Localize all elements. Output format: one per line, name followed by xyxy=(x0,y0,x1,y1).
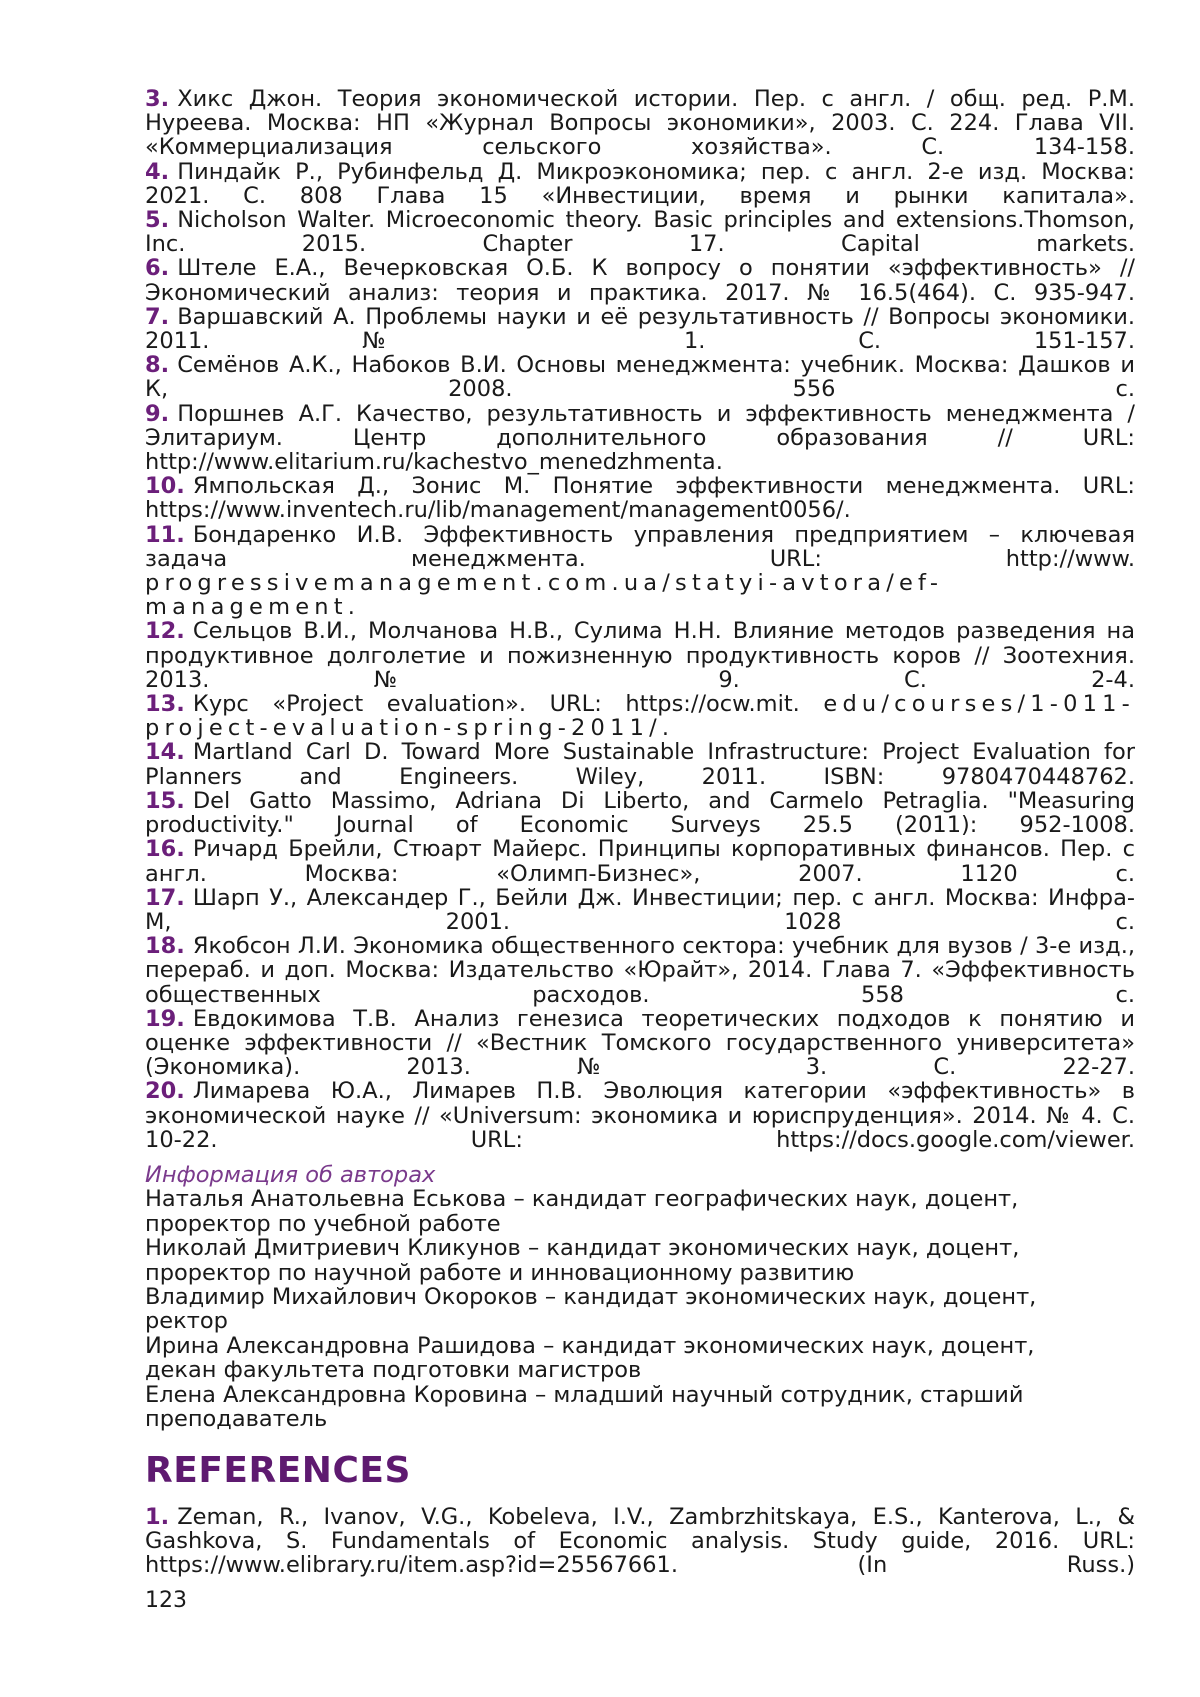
reference-number: 16. xyxy=(145,836,185,863)
list-item xyxy=(145,256,1135,304)
reference-text: Поршнев А.Г. Качество, результативность и эффективность менеджмента / Элитариум. Центр дополнительного образования // URL: http://www.elitarium.ru/kachestvo_menedzhmenta. xyxy=(145,400,1135,476)
reference-text: Курс «Project evaluation». URL: https://ocw.mit. xyxy=(192,691,800,718)
list-item xyxy=(145,523,1135,620)
reference-text: Якобсон Л.И. Экономика общественного сектора: учебник для вузов / 3-е изд., перераб. и доп. Москва: Издательство «Юрайт», 2014. Глава 7. «Эффективность общественных расходов. 558 с. xyxy=(145,933,1135,1008)
reference-number: 19. xyxy=(145,1005,185,1032)
reference-number: 11. xyxy=(145,521,185,548)
list-item xyxy=(145,160,1135,208)
reference-text: Пиндайк Р., Рубинфельд Д. Микроэкономика; пер. с англ. 2-е изд. Москва: 2021. С. 808 Глава 15 «Инвестиции, время и рынки капитала». xyxy=(145,158,1135,209)
list-item xyxy=(145,837,1135,885)
list-item xyxy=(145,208,1135,256)
list-item xyxy=(145,1007,1135,1080)
list-item xyxy=(145,934,1135,1007)
author-line: проректор по учебной работе xyxy=(145,1210,501,1237)
reference-url: edu/courses/1-011-project-evaluation-spring-2011/. xyxy=(145,691,1135,742)
reference-list-ru xyxy=(145,87,1135,1152)
reference-number: 7. xyxy=(145,303,170,330)
reference-url: progressivemanagement.com.ua/statyi-avtora/ef-management. xyxy=(145,570,944,621)
author-line: Наталья Анатольевна Еськова – кандидат географических наук, доцент, xyxy=(145,1186,1019,1213)
author-line: Елена Александровна Коровина – младший научный сотрудник, старший xyxy=(145,1381,1024,1408)
reference-number: 8. xyxy=(145,352,170,379)
reference-text: Хикс Джон. Теория экономической истории. Пер. с англ. / общ. ред. Р.М. Нуреева. Москва: НП «Журнал Вопросы экономики», 2003. С. 224. Глава VII. «Коммерциализация сельского хозяйства». С. 134-158. xyxy=(145,86,1135,161)
reference-number: 13. xyxy=(145,691,185,718)
reference-list-en xyxy=(145,1505,1135,1578)
list-item xyxy=(145,789,1135,837)
reference-text: Zeman, R., Ivanov, V.G., Kobeleva, I.V., Zambrzhitskaya, E.S., Kanterova, L., & Gashkova, S. Fundamentals of Economic analysis. Study guide, 2016. URL: https://www.elibrary.ru/item.asp?id=25567661. (In Russ.) xyxy=(145,1504,1135,1579)
reference-number: 1. xyxy=(145,1504,170,1530)
reference-number: 14. xyxy=(145,739,185,766)
reference-number: 17. xyxy=(145,884,185,911)
reference-text: Шарп У., Александер Г., Бейли Дж. Инвестиции; пер. с англ. Москва: Инфра-М, 2001. 1028 с. xyxy=(145,884,1135,935)
list-item xyxy=(145,1079,1135,1152)
reference-text: Ричард Брейли, Стюарт Майерс. Принципы корпоративных финансов. Пер. с англ. Москва: «Олимп-Бизнес», 2007. 1120 с. xyxy=(145,836,1135,887)
page-number: 123 xyxy=(145,1588,187,1613)
reference-text: Варшавский А. Проблемы науки и её результативность // Вопросы экономики. 2011. № 1. С. 151-157. xyxy=(145,303,1135,355)
list-item xyxy=(145,1505,1135,1578)
reference-text: Лимарева Ю.А., Лимарев П.В. Эволюция категории «эффективность» в экономической науке // «Universum: экономика и юриспруденция». 2014. № 4. С. 10-22. URL: https://docs.google.com/viewer. xyxy=(145,1078,1135,1153)
reference-text: Nicholson Walter. Microeconomic theory. Basic principles and extensions.Thomson, Inc. 2015. Chapter 17. Capital markets. xyxy=(145,207,1135,258)
list-item xyxy=(145,305,1135,353)
list-item xyxy=(145,474,1135,522)
reference-number: 18. xyxy=(145,933,185,960)
reference-number: 20. xyxy=(145,1078,185,1105)
reference-text: Del Gatto Massimo, Adriana Di Liberto, and Carmelo Petraglia. "Measuring productivity." Journal of Economic Surveys 25.5 (2011): 952-1008. xyxy=(145,787,1135,839)
reference-text: Martland Carl D. Toward More Sustainable Infrastructure: Project Evaluation for Planners and Engineers. Wiley, 2011. ISBN: 9780470448762. xyxy=(145,739,1135,790)
reference-text: Бондаренко И.В. Эффективность управления предприятием – ключевая задача менеджмента. URL: http://www. xyxy=(145,521,1135,572)
author-line: ректор xyxy=(145,1308,228,1335)
author-line: Ирина Александровна Рашидова – кандидат экономических наук, доцент, xyxy=(145,1332,1035,1359)
reference-number: 4. xyxy=(145,158,170,185)
author-line: преподаватель xyxy=(145,1406,328,1433)
list-item xyxy=(145,402,1135,475)
list-item xyxy=(145,87,1135,160)
reference-number: 5. xyxy=(145,207,170,234)
reference-number: 12. xyxy=(145,618,185,645)
list-item xyxy=(145,353,1135,401)
author-line: Владимир Михайлович Окороков – кандидат экономических наук, доцент, xyxy=(145,1284,1037,1311)
author-line: декан факультета подготовки магистров xyxy=(145,1357,642,1384)
list-item xyxy=(145,886,1135,934)
list-item xyxy=(145,619,1135,692)
reference-text: Семёнов А.К., Набоков В.И. Основы менеджмента: учебник. Москва: Дашков и К, 2008. 556 с. xyxy=(145,352,1135,403)
reference-text: Ямпольская Д., Зонис М. Понятие эффективности менеджмента. URL: https://www.inventech.ru/lib/management/management0056/. xyxy=(145,473,1135,524)
reference-number: 15. xyxy=(145,787,185,814)
references-heading: REFERENCES xyxy=(145,1450,411,1491)
reference-text: Сельцов В.И., Молчанова Н.В., Сулима Н.Н. Влияние методов разведения на продуктивное долголетие и пожизненную продуктивность коров // Зоотехния. 2013. № 9. С. 2-4. xyxy=(145,618,1135,693)
author-line: Николай Дмитриевич Кликунов – кандидат экономических наук, доцент, xyxy=(145,1235,1020,1262)
list-item xyxy=(145,692,1135,740)
author-line: проректор по научной работе и инновационному развитию xyxy=(145,1259,855,1286)
reference-number: 10. xyxy=(145,473,185,500)
authors-title: Информация об авторах xyxy=(145,1162,436,1188)
authors-info xyxy=(145,1163,1135,1431)
reference-number: 3. xyxy=(145,86,170,112)
reference-text: Евдокимова Т.В. Анализ генезиса теоретических подходов к понятию и оценке эффективности // «Вестник Томского государственного университета» (Экономика). 2013. № 3. С. 22-27. xyxy=(145,1005,1135,1081)
reference-number: 9. xyxy=(145,400,170,427)
reference-text: Штеле Е.А., Вечерковская О.Б. К вопросу о понятии «эффективность» // Экономический анализ: теория и практика. 2017. № 16.5(464). С. 935-947. xyxy=(145,255,1135,306)
reference-number: 6. xyxy=(145,255,170,282)
list-item xyxy=(145,740,1135,788)
